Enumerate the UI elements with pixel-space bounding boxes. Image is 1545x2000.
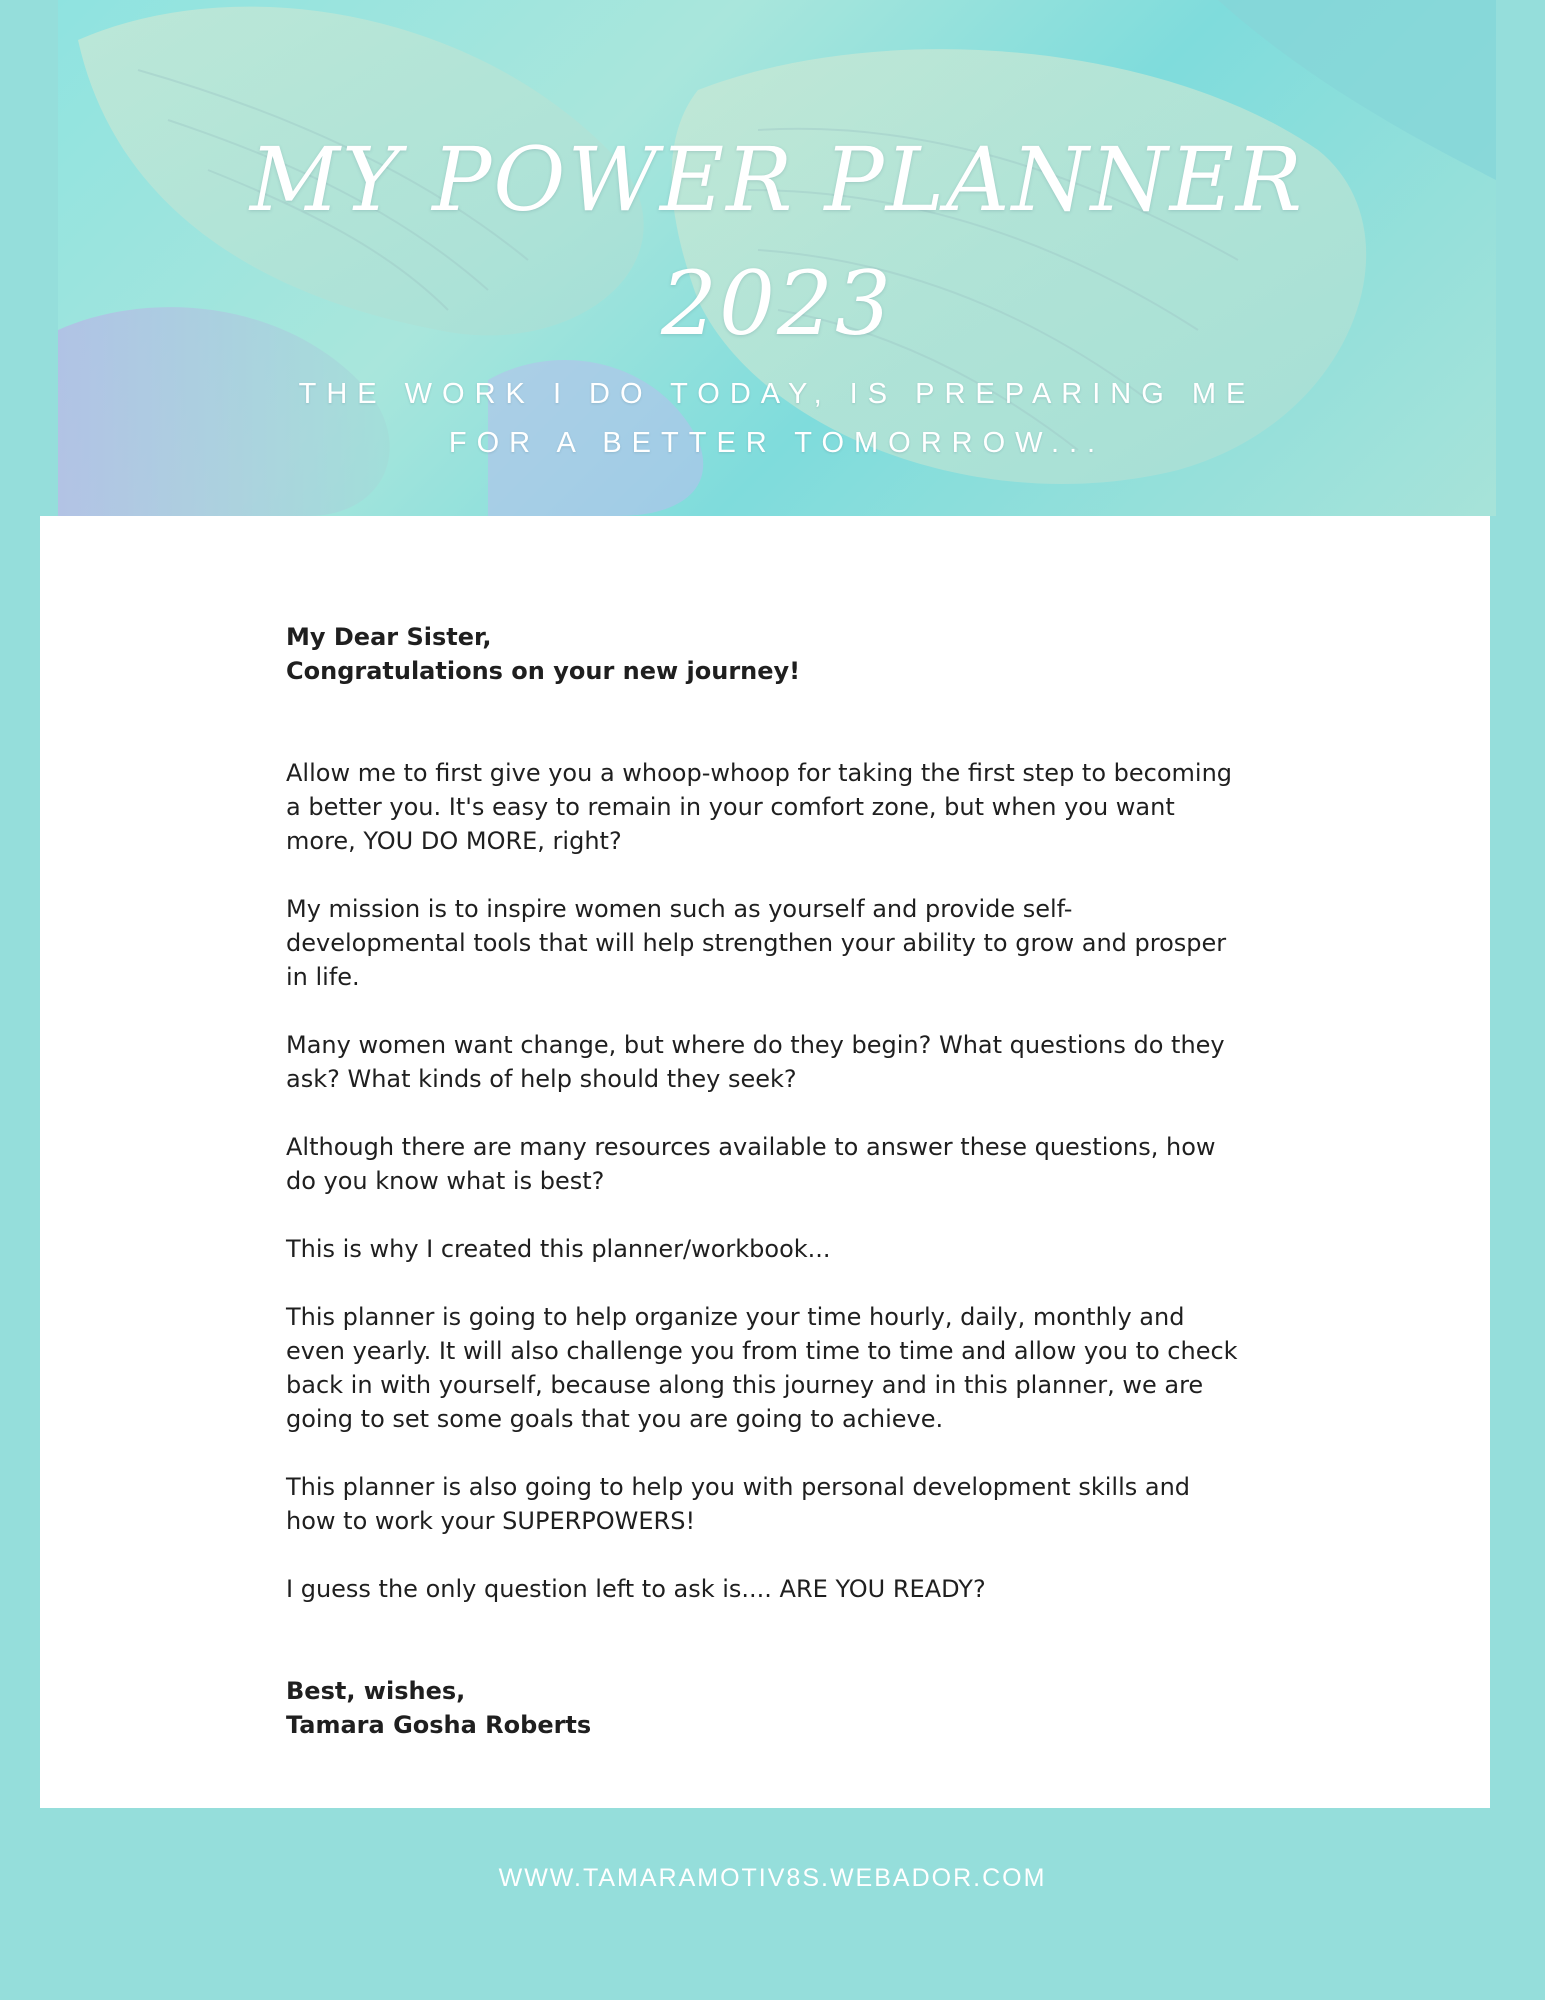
letter-paragraph: This is why I created this planner/workbook... <box>286 1235 831 1263</box>
planner-tagline-line-2: FOR A BETTER TOMORROW... <box>448 427 1106 459</box>
letter-card <box>40 516 1490 1808</box>
signature-name: Tamara Gosha Roberts <box>286 1711 592 1739</box>
letter-greeting <box>286 620 1246 688</box>
letter-closing <box>286 1674 1246 1742</box>
planner-title-line-2: 2023 <box>661 252 893 355</box>
letter-paragraph: My mission is to inspire women such as yourself and provide self-developmental tools that will help strengthen your ability to grow and prosper in life. <box>286 895 1227 991</box>
greeting-line-1: My Dear Sister, <box>286 623 492 651</box>
header-banner <box>58 0 1496 516</box>
letter-paragraph: This planner is going to help organize your time hourly, daily, monthly and even yearly. It will also challenge you from time to time and allow you to check back in with yourself, because along this journey and in this planner, we are going to set some goals that you are going to achieve. <box>286 1303 1238 1433</box>
planner-tagline-line-1: THE WORK I DO TODAY, IS PREPARING ME <box>298 378 1256 410</box>
letter-paragraph: I guess the only question left to ask is.... ARE YOU READY? <box>286 1575 986 1603</box>
letter-paragraph: Many women want change, but where do they begin? What questions do they ask? What kinds of help should they seek? <box>286 1031 1225 1093</box>
planner-tagline <box>58 370 1496 468</box>
letter-paragraph: This planner is also going to help you with personal development skills and how to work your SUPERPOWERS! <box>286 1473 1191 1535</box>
letter-paragraph: Although there are many resources available to answer these questions, how do you know what is best? <box>286 1133 1216 1195</box>
letter-body <box>286 620 1246 1776</box>
planner-title-line-1: MY POWER PLANNER <box>249 128 1305 231</box>
letter-paragraph: Allow me to first give you a whoop-whoop for taking the first step to becoming a better you. It's easy to remain in your comfort zone, but when you want more, YOU DO MORE, right? <box>286 759 1233 855</box>
closing-line-1: Best, wishes, <box>286 1677 466 1705</box>
website-url: WWW.TAMARAMOTIV8S.WEBADOR.COM <box>498 1864 1047 1892</box>
planner-title <box>58 118 1496 366</box>
greeting-line-2: Congratulations on your new journey! <box>286 657 801 685</box>
